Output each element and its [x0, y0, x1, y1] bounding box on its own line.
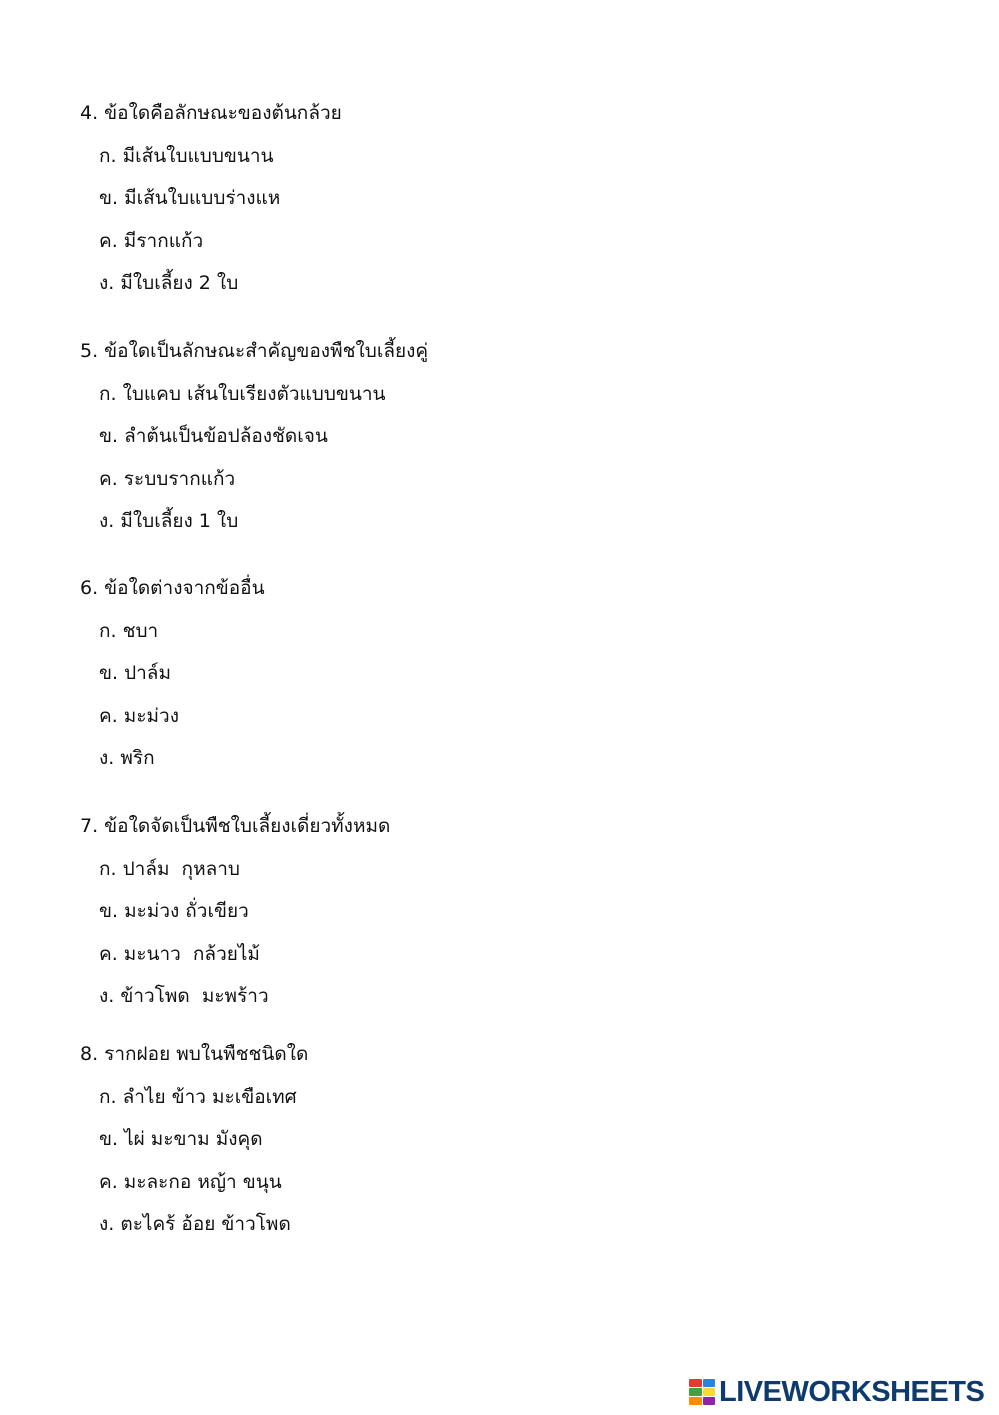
choice-option[interactable]: ก. ลำไย ข้าว มะเขือเทศ [99, 1085, 297, 1108]
choice-option[interactable]: ข. ไผ่ มะขาม มังคุด [99, 1128, 263, 1150]
choice-option[interactable]: ง. ข้าวโพด มะพร้าว [99, 985, 269, 1007]
question-stem: 4. ข้อใดคือลักษณะของต้นกล้วย [80, 102, 342, 124]
liveworksheets-logo-icon [689, 1379, 715, 1405]
choice-option[interactable]: ง. ตะไคร้ อ้อย ข้าวโพด [99, 1213, 291, 1235]
question-6 [80, 575, 960, 771]
choice-option[interactable]: ข. มีเส้นใบแบบร่างแห [99, 187, 281, 209]
question-stem: 8. รากฝอย พบในพืชชนิดใด [80, 1043, 309, 1065]
question-stem: 7. ข้อใดจัดเป็นพืชใบเลี้ยงเดี่ยวทั้งหมด [80, 815, 391, 837]
question-stem: 5. ข้อใดเป็นลักษณะสำคัญของพืชใบเลี้ยงคู่ [80, 340, 429, 362]
choice-option[interactable]: ข. ปาล์ม [99, 662, 171, 684]
choice-option[interactable]: ก. มีเส้นใบแบบขนาน [99, 144, 274, 167]
choice-option[interactable]: ค. มะละกอ หญ้า ขนุน [99, 1170, 282, 1193]
choice-option[interactable]: ง. มีใบเลี้ยง 2 ใบ [99, 272, 239, 294]
question-7 [80, 813, 960, 1009]
choice-option[interactable]: ค. มีรากแก้ว [99, 229, 204, 252]
question-8 [80, 1041, 960, 1237]
choice-option[interactable]: ง. พริก [99, 747, 155, 769]
liveworksheets-logo [689, 1374, 984, 1410]
choice-option[interactable]: ก. ชบา [99, 619, 159, 642]
logo-text: LIVEWORKSHEETS [719, 1376, 985, 1408]
choice-option[interactable]: ข. มะม่วง ถั่วเขียว [99, 900, 249, 922]
question-stem: 6. ข้อใดต่างจากข้ออื่น [80, 577, 265, 599]
choice-option[interactable]: ก. ปาล์ม กุหลาบ [99, 857, 240, 880]
choice-option[interactable]: ค. มะนาว กล้วยไม้ [99, 942, 260, 965]
choice-option[interactable]: ง. มีใบเลี้ยง 1 ใบ [99, 510, 239, 532]
choice-option[interactable]: ข. ลำต้นเป็นข้อปล้องชัดเจน [99, 425, 328, 447]
choice-option[interactable]: ค. ระบบรากแก้ว [99, 467, 236, 490]
question-5 [80, 338, 960, 534]
choice-option[interactable]: ก. ใบแคบ เส้นใบเรียงตัวแบบขนาน [99, 382, 386, 405]
choice-option[interactable]: ค. มะม่วง [99, 704, 179, 727]
question-4 [80, 100, 960, 296]
